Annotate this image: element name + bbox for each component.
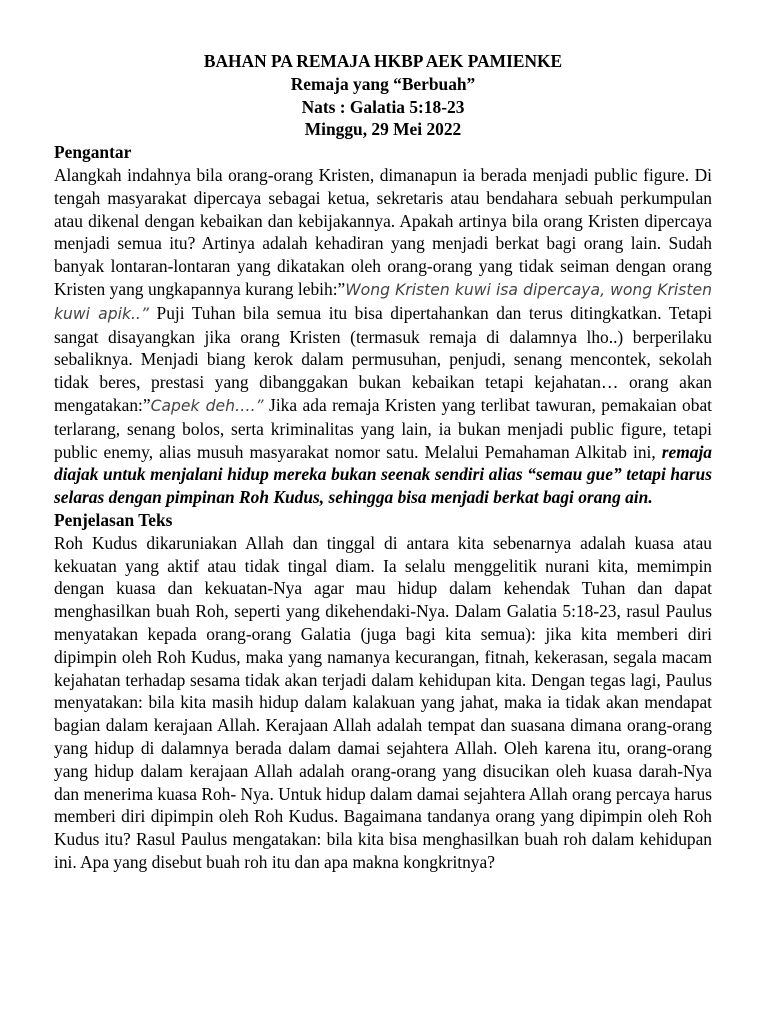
- pengantar-text-1: Alangkah indahnya bila orang-orang Kristen, dimanapun ia berada menjadi public figure. Di tengah masyarakat dipercaya sebagai ketua, sekretaris atau bendahara sebuah perkumpulan atau dikenal dengan kebaikan dan kebijakannya. Apakah artinya bila orang Kristen dipercaya menjadi semua itu? Artinya adalah kehadiran yang menjadi berkat bagi orang lain. Sudah banyak lontaran-lontaran yang dikatakan oleh orang-orang yang tidak seiman dengan orang Kristen yang ungkapannya kurang lebih:”: [54, 164, 712, 299]
- pengantar-emphasis: remaja diajak untuk menjalani hidup mereka bukan seenak sendiri alias “semau gue” tetapi harus selaras dengan pimpinan Roh Kudus, sehingga bisa menjadi berkat bagi orang ain.: [54, 441, 712, 508]
- paragraph-pengantar: [54, 164, 712, 509]
- document-date: Minggu, 29 Mei 2022: [304, 119, 462, 140]
- document-title: BAHAN PA REMAJA HKBP AEK PAMIENKE: [203, 51, 563, 71]
- paragraph-penjelasan: Roh Kudus dikaruniakan Allah dan tinggal di antara kita sebenarnya adalah kuasa atau kekuatan yang aktif atau tidak tingal diam. Ia selalu menggelitik nurani kita, memimpin dengan kuasa dan kekuatan-Nya agar mau hidup dalam kehendak Tuhan dan dapat menghasilkan buah Roh, seperti yang dikehendaki-Nya. Dalam Galatia 5:18-23, rasul Paulus menyatakan kepada orang-orang Galatia (juga bagi kita semua): jika kita memberi diri dipimpin oleh Roh Kudus, maka yang namanya kecurangan, fitnah, kekerasan, segala macam kejahatan terhadap sesama tidak akan terjadi dalam kehidupan kita. Dengan tegas lagi, Paulus menyatakan: bila kita masih hidup dalam kalakuan yang jahat, maka ia tidak akan mendapat bagian dalam kerajaan Allah. Kerajaan Allah adalah tempat dan suasana dimana orang-orang yang hidup di dalamnya berada dalam damai sejahtera Allah. Oleh karena itu, orang-orang yang hidup dalam kerajaan Allah adalah orang-orang yang disucikan oleh kuasa darah-Nya dan menerima kuasa Roh- Nya. Untuk hidup dalam damai sejahtera Allah orang percaya harus memberi diri dipimpin oleh Roh Kudus. Bagaimana tandanya orang yang dipimpin oleh Roh Kudus itu? Rasul Paulus mengatakan: bila kita bisa menghasilkan buah roh dalam kehidupan ini. Apa yang disebut buah roh itu dan apa makna kongkritnya?: [54, 532, 712, 872]
- section-heading-penjelasan: Penjelasan Teks: [54, 509, 173, 530]
- document-page: [54, 50, 712, 874]
- section-heading-pengantar: Pengantar: [54, 142, 132, 163]
- pengantar-text-2: Puji Tuhan bila semua itu bisa dipertahankan dan terus ditingkatkan. Tetapi sangat disayangkan jika orang Kristen (termasuk remaja di dalamnya lho..) berperilaku sebaliknya. Menjadi biang kerok dalam permusuhan, penjudi, senang mencontek, sekolah tidak beres, prestasi yang dibanggakan bukan kebaikan tetapi kejahatan… orang akan mengatakan:”: [54, 302, 712, 415]
- pengantar-text-3: Jika ada remaja Kristen yang terlibat tawuran, pemakaian obat terlarang, senang bolos, serta kriminalitas yang lain, ia bukan menjadi public figure, tetapi public enemy, alias musuh masyarakat nomor satu. Melalui Pemahaman Alkitab ini,: [54, 394, 712, 462]
- document-theme: Remaja yang “Berbuah”: [290, 73, 476, 94]
- pengantar-quote-2: Capek deh….”: [150, 396, 264, 415]
- pengantar-quote-1: Wong Kristen kuwi isa dipercaya, wong Kristen kuwi apik..”: [54, 280, 712, 323]
- document-nats: Nats : Galatia 5:18-23: [301, 96, 465, 117]
